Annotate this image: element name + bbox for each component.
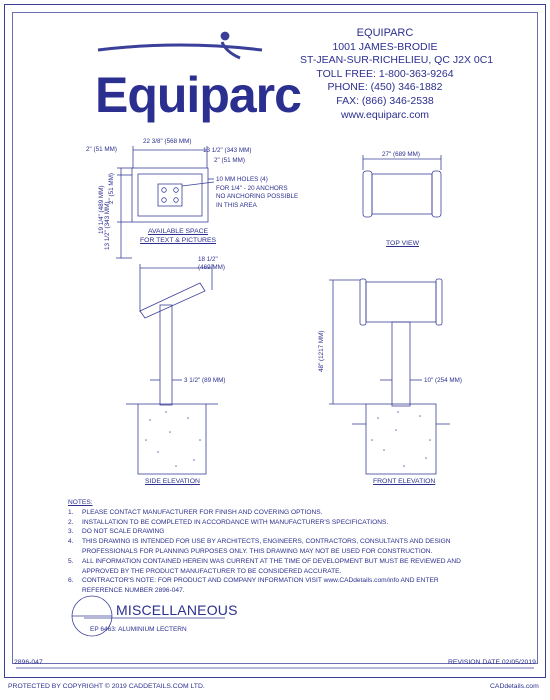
plan-inner	[138, 174, 202, 216]
note-item: 1. PLEASE CONTACT MANUFACTURER FOR FINISH AND COVERING OPTIONS.	[68, 508, 323, 516]
note-item: 2. INSTALLATION TO BE COMPLETED IN ACCORDANCE WITH MANUFACTURER'S SPECIFICATIONS.	[68, 518, 389, 526]
plan-dim-height-total: 19 1/4" (489 MM)	[98, 185, 105, 234]
company-tollfree: TOLL FREE: 1-800-363-9264	[316, 67, 454, 80]
plan-hole	[162, 198, 167, 203]
company-website[interactable]: www.equiparc.com	[340, 108, 430, 121]
front-top-panel	[366, 282, 436, 322]
plan-dim-right-margin: 2" (51 MM)	[214, 157, 245, 164]
note-item: 4. THIS DRAWING IS INTENDED FOR USE BY ARCHITECTS, ENGINEERS, CONTRACTORS, CONSULTANTS AND DESIGN	[68, 538, 451, 546]
notes-block: NOTES: 1. PLEASE CONTACT MANUFACTURER FOR FINISH AND COVERING OPTIONS. 2. INSTALLATION TO BE COMPLETED IN ACCORDANCE WITH MANUFACTURER'S SPECIFICATIONS. 3. DO NOT SCALE DRAWING 4. THIS DRAWING IS INTENDED FOR USE BY ARCHITECTS, ENGINEERS, CONTRACTORS, CONSULTANTS AND DESIGN PROFESSIONALS FOR PLANNING PURPOSES ONLY. THIS DRAWING MAY NOT BE USED FOR CONSTRUCTION. 5. ALL INFORMATION CONTAINED HEREIN WAS CURRENT AT THE TIME OF DEVELOPMENT BUT MUST BE REVIEWED AND APPROVED BY THE PRODUCT MANUFACTURER TO BE CONSIDERED ACCURATE. 6. CONTRACTOR'S NOTE: FOR PRODUCT AND COMPANY INFORMATION VISIT www.CADdetails.com/info AND ENTER REFERENCE NUMBER 2896-047.	[68, 499, 461, 595]
plan-hole	[174, 188, 179, 193]
title-block-subtitle: EP 6463: ALUMINIUM LECTERN	[90, 626, 187, 633]
notes-title: NOTES:	[68, 499, 93, 506]
plan-top-plate	[132, 168, 208, 222]
side-dim-top-width: 18 1/2" (469 MM)	[198, 256, 225, 271]
front-footing	[366, 404, 436, 474]
company-name: EQUIPARC	[356, 27, 414, 39]
plan-hole	[162, 188, 167, 193]
company-fax: FAX: (866) 346-2538	[336, 94, 434, 107]
note-item: 3. DO NOT SCALE DRAWING	[68, 528, 165, 536]
company-address1: 1001 JAMES-BRODIE	[332, 40, 438, 53]
plan-dim-right-width: 13 1/2" (343 MM)	[203, 147, 252, 154]
company-logo: Equiparc	[95, 67, 301, 123]
topview-plate	[372, 174, 432, 214]
concrete-hatch	[145, 411, 431, 467]
logo-figure-head	[221, 32, 229, 40]
side-sloped-top	[140, 283, 205, 318]
plan-hole	[174, 198, 179, 203]
note-item: 5. ALL INFORMATION CONTAINED HEREIN WAS CURRENT AT THE TIME OF DEVELOPMENT BUT MUST BE REVIEWED AND	[68, 557, 461, 565]
logo-figure-body	[222, 42, 240, 58]
footer-site[interactable]: CADdetails.com	[490, 683, 539, 690]
side-footing	[138, 404, 206, 474]
footer-revision: REVISION DATE 02/05/2019	[448, 659, 536, 666]
plan-dim-left-side: 2" (51 MM)	[108, 173, 115, 204]
front-dim-post: 10" (254 MM)	[424, 377, 462, 384]
side-post	[160, 305, 172, 405]
front-caption: FRONT ELEVATION	[373, 478, 436, 485]
side-dim-post: 3 1/2" (89 MM)	[184, 377, 226, 384]
plan-dim-lower-height: 13 1/2" (343 MM)	[104, 201, 111, 250]
topview-caption: TOP VIEW	[386, 240, 419, 247]
front-dim-height: 48" (1217 MM)	[318, 330, 325, 372]
note-item: 6. CONTRACTOR'S NOTE: FOR PRODUCT AND COMPANY INFORMATION VISIT www.CADdetails.com/info AND ENTER	[68, 577, 439, 585]
plan-holes-note: 10 MM HOLES (4) FOR 1/4" - 20 ANCHORS NO ANCHORING POSSIBLE IN THIS AREA	[216, 176, 299, 209]
topview-right-end	[432, 171, 441, 217]
company-phone: PHONE: (450) 346-1882	[327, 81, 443, 94]
side-caption: SIDE ELEVATION	[145, 478, 200, 485]
plan-dim-width-total: 22 3/8" (568 MM)	[143, 138, 192, 145]
company-address2: ST-JEAN-SUR-RICHELIEU, QC J2X 0C1	[300, 54, 494, 67]
footer-copyright: PROTECTED BY COPYRIGHT © 2019 CADDETAILS.COM LTD.	[8, 683, 205, 690]
logo-swoosh	[98, 45, 262, 50]
front-post	[392, 322, 410, 406]
title-block-title: MISCELLANEOUS	[116, 602, 238, 618]
topview-left-end	[363, 171, 372, 217]
plan-caption: AVAILABLE SPACE FOR TEXT & PICTURES	[140, 228, 217, 244]
plan-dim-left-margin: 2" (51 MM)	[86, 146, 117, 153]
topview-dim-width: 27" (689 MM)	[382, 151, 420, 158]
footer-ref: 2896-047	[14, 659, 43, 666]
plan-anchor-zone	[158, 184, 182, 206]
